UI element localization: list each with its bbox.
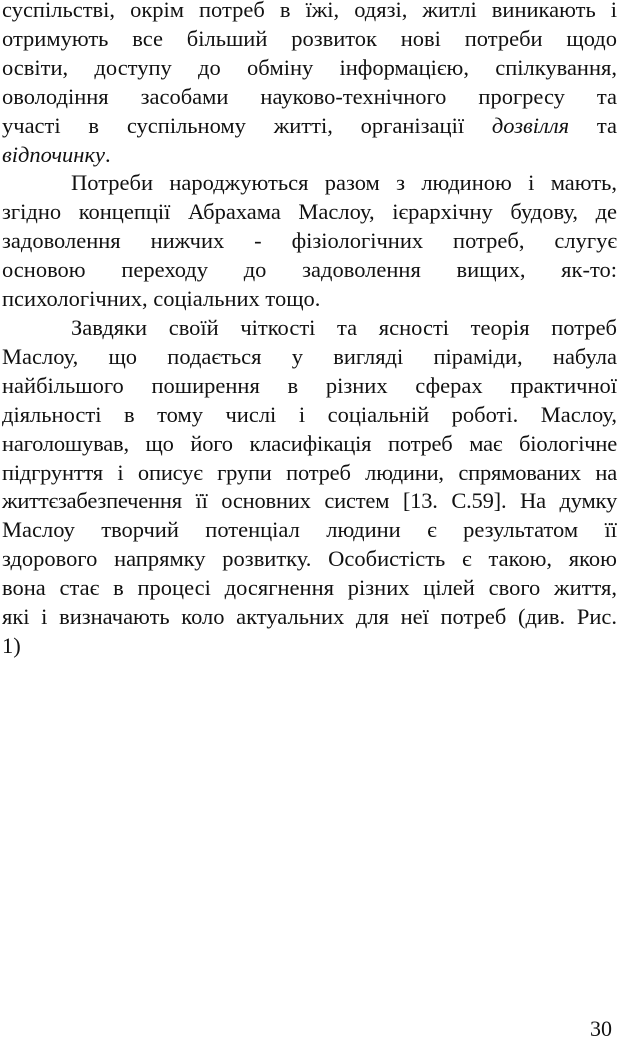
text-line: наголошував, що його класифікація потреб має біологічне — [2, 430, 617, 456]
text-line: підгрунття і описує групи потреб людини, спрямованих на — [2, 459, 617, 485]
text-line: задоволення нижчих - фізіологічних потреб, слугує — [2, 228, 617, 254]
text-line: які і визначають коло актуальних для неї потреб (див. Рис. — [2, 604, 617, 630]
text-line: оволодіння засобами науково-технічного прогресу та — [2, 83, 617, 109]
text-line: згідно концепції Абрахама Маслоу, ієрархічну будову, де — [2, 199, 617, 225]
text-line: суспільстві, окрім потреб в їжі, одязі, житлі виникають і — [2, 0, 617, 22]
italic-term-leisure: дозвілля — [491, 112, 570, 138]
text-line: отримують все більший розвиток нові потреби щодо — [2, 25, 617, 51]
text-line: життєзабезпечення її основних систем [13. С.59]. На думку — [2, 488, 617, 514]
text-line — [2, 112, 617, 141]
text-line: Маслоу, що подається у вигляді піраміди, набула — [2, 343, 617, 369]
text-line: Завдяки своїй чіткості та ясності теорія потреб — [71, 314, 617, 340]
text-line: Маслоу творчий потенціал людини є результатом її — [2, 517, 617, 543]
paragraph-1 — [2, 0, 617, 169]
text-fragment: участі в суспільному житті, організації — [2, 112, 492, 138]
text-fragment: . — [104, 141, 111, 167]
text-line: основою переходу до задоволення вищих, як-то: — [2, 257, 617, 283]
text-line: здорового напрямку розвитку. Особистість є такою, якою — [2, 546, 617, 572]
text-line: найбільшого поширення в різних сферах практичної — [2, 372, 617, 398]
paragraph-2 — [2, 169, 617, 314]
text-fragment: та — [569, 112, 617, 138]
text-line: 1) — [2, 632, 21, 658]
paragraph-3 — [2, 314, 617, 661]
text-line: Потреби народжуються разом з людиною і мають, — [71, 170, 617, 196]
text-body — [2, 0, 617, 661]
text-line: вона стає в процесі досягнення різних цілей свого життя, — [2, 575, 617, 601]
text-line — [2, 141, 617, 170]
italic-term-rest: відпочинку — [2, 141, 105, 167]
text-line: психологічних, соціальних тощо. — [2, 286, 321, 312]
page-number: 30 — [590, 1016, 612, 1041]
text-line: діяльності в тому числі і соціальній роботі. Маслоу, — [2, 401, 617, 427]
text-line: освіти, доступу до обміну інформацією, спілкування, — [2, 54, 617, 80]
